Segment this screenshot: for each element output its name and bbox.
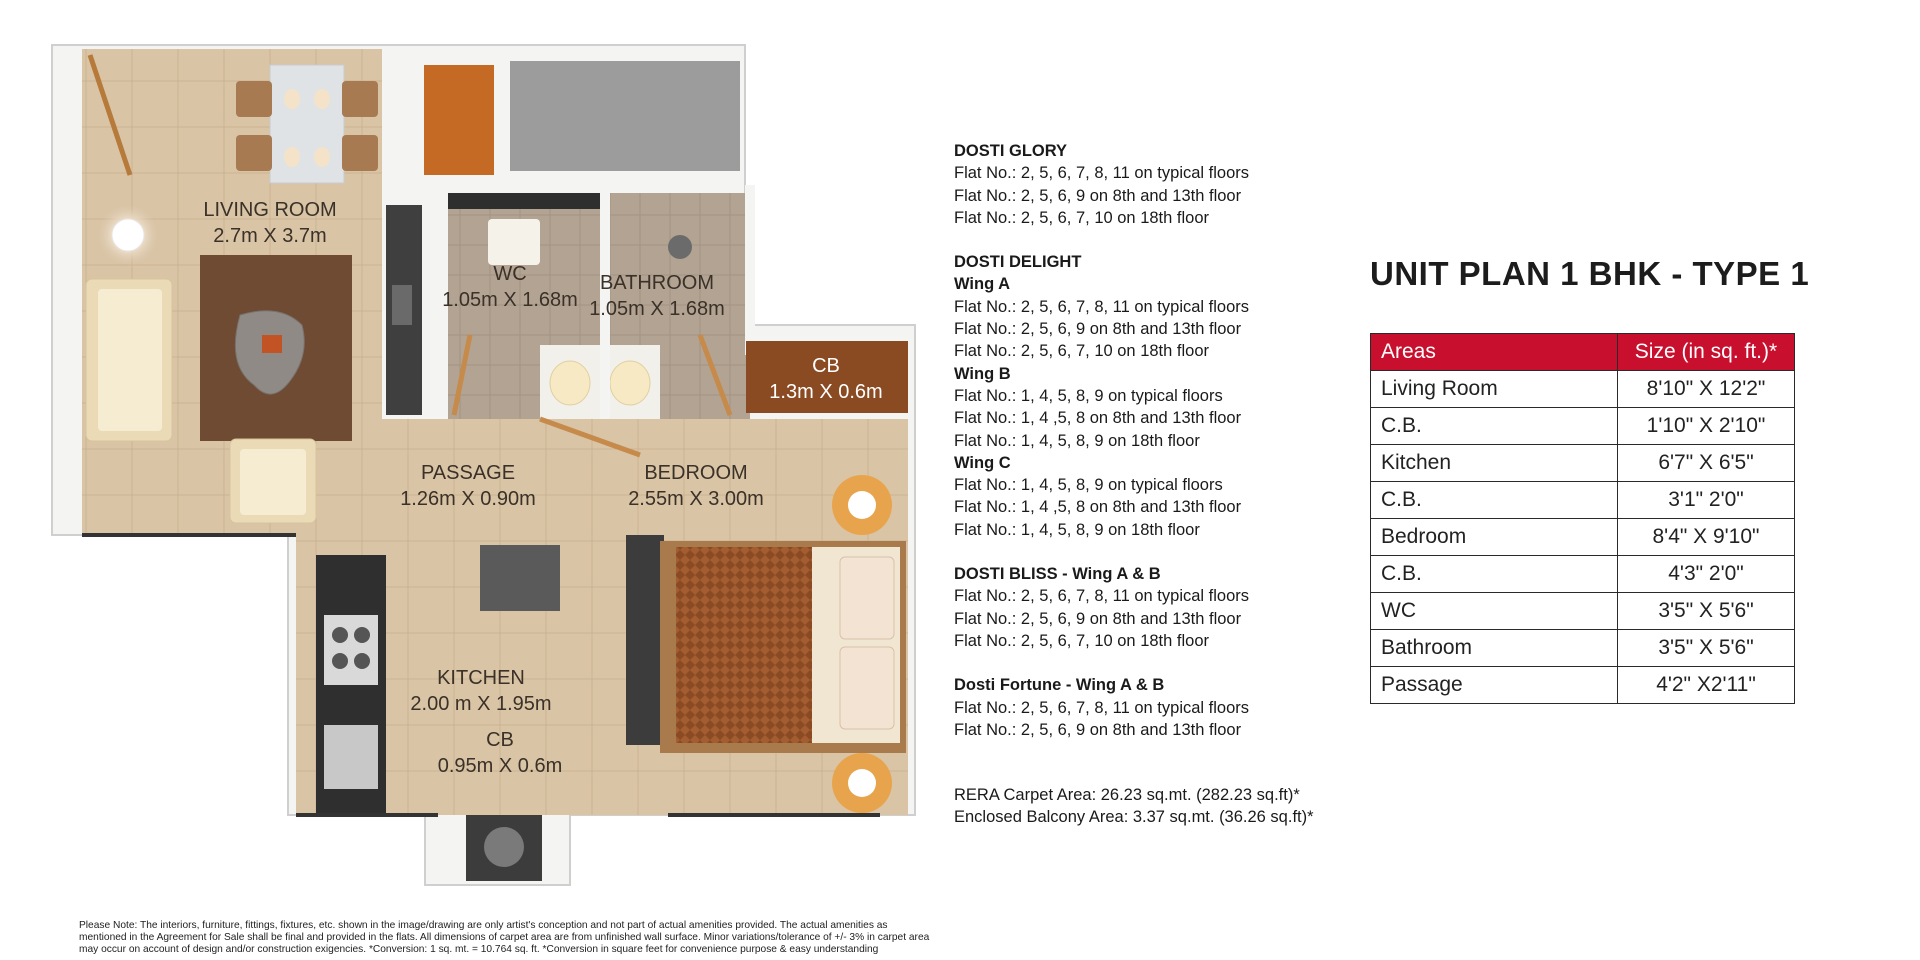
- room-dimension: 0.95m X 0.6m: [437, 755, 563, 777]
- table-row: [1371, 593, 1795, 630]
- flat-line: Flat No.: 2, 5, 6, 7, 10 on 18th floor: [954, 208, 1209, 227]
- room-name: PASSAGE: [420, 462, 516, 484]
- flat-line: Flat No.: 1, 4, 5, 8, 9 on 18th floor: [954, 431, 1200, 450]
- project-title: DOSTI BLISS - Wing A & B: [954, 565, 1161, 584]
- table-row: [1371, 556, 1795, 593]
- area-name: Living Room: [1371, 371, 1618, 408]
- table-row: [1371, 371, 1795, 408]
- area-size: 3'1" 2'0": [1618, 482, 1795, 519]
- flat-line: Flat No.: 2, 5, 6, 7, 8, 11 on typical floors: [954, 297, 1250, 316]
- room-dimension: 1.05m X 1.68m: [589, 298, 725, 320]
- areas-table: [1370, 333, 1795, 704]
- flat-line: Flat No.: 1, 4, 5, 8, 9 on 18th floor: [954, 520, 1200, 539]
- room-cb-bedroom: [769, 353, 882, 405]
- wing-title: Wing A: [954, 275, 1011, 294]
- area-name: Passage: [1371, 667, 1618, 704]
- flat-line: Flat No.: 2, 5, 6, 7, 10 on 18th floor: [954, 631, 1209, 650]
- area-name: C.B.: [1371, 408, 1618, 445]
- flat-line: Flat No.: 2, 5, 6, 9 on 8th and 13th floor: [954, 320, 1242, 339]
- wing-title: Wing C: [954, 453, 1011, 472]
- wing-title: Wing B: [954, 364, 1011, 383]
- room-name: CB: [812, 355, 840, 377]
- flat-line: Flat No.: 2, 5, 6, 7, 8, 11 on typical floors: [954, 698, 1250, 717]
- flat-line: Flat No.: 2, 5, 6, 9 on 8th and 13th floor: [954, 186, 1242, 205]
- room-dimension: 1.05m X 1.68m: [442, 289, 578, 311]
- area-size: 8'10" X 12'2": [1618, 371, 1795, 408]
- table-row: [1371, 667, 1795, 704]
- room-passage: [400, 460, 536, 512]
- table-row: [1371, 519, 1795, 556]
- area-name: Bedroom: [1371, 519, 1618, 556]
- project-dosti-bliss: [954, 563, 1334, 652]
- room-wc: [442, 261, 578, 313]
- room-dimension: 1.3m X 0.6m: [769, 381, 883, 403]
- area-name: C.B.: [1371, 556, 1618, 593]
- area-size: 6'7" X 6'5": [1618, 445, 1795, 482]
- header-size: Size (in sq. ft.)*: [1618, 334, 1795, 371]
- project-title: DOSTI DELIGHT: [954, 253, 1082, 272]
- room-bathroom: [589, 270, 725, 322]
- room-cb-kitchen: [438, 727, 563, 779]
- table-row: [1371, 445, 1795, 482]
- project-dosti-glory: [954, 140, 1334, 229]
- area-size: 1'10" X 2'10": [1618, 408, 1795, 445]
- flat-line: Flat No.: 2, 5, 6, 7, 10 on 18th floor: [954, 342, 1209, 361]
- room-dimension: 2.7m X 3.7m: [213, 225, 327, 247]
- area-name: C.B.: [1371, 482, 1618, 519]
- area-size: 3'5" X 5'6": [1618, 630, 1795, 667]
- disclaimer-note: Please Note: The interiors, furniture, fittings, fixtures, etc. shown in the image/drawing are only artist's conception and not part of actual amenities provided. The actual amenities as mentioned in the Agreement for Sale shall be final and provided in the flats. All dimensions of carpet area are from unfinished wall surface. Minor variations/tolerance of +/- 3% in carpet area may occur on account of design and/or construction exigencies. *Conversion: 1 sq. mt. = 10.764 sq. ft. *Conversion in square feet for convenience purpose & easy understanding: [79, 920, 930, 955]
- area-size: 4'3" 2'0": [1618, 556, 1795, 593]
- area-name: Bathroom: [1371, 630, 1618, 667]
- room-name: WC: [493, 263, 527, 285]
- rera-carpet-area: RERA Carpet Area: 26.23 sq.mt. (282.23 sq.ft)*: [954, 786, 1300, 804]
- room-name: BEDROOM: [644, 462, 748, 484]
- room-name: KITCHEN: [437, 667, 525, 689]
- project-title: Dosti Fortune - Wing A & B: [954, 676, 1165, 695]
- project-dosti-delight: [954, 251, 1334, 541]
- room-bedroom: [628, 460, 764, 512]
- floor-plan: [40, 35, 920, 895]
- room-dimension: 1.26m X 0.90m: [400, 488, 536, 510]
- area-size: 8'4" X 9'10": [1618, 519, 1795, 556]
- enclosed-balcony-area: Enclosed Balcony Area: 3.37 sq.mt. (36.26 sq.ft)*: [954, 808, 1314, 827]
- room-kitchen: [410, 665, 551, 717]
- flat-line: Flat No.: 2, 5, 6, 9 on 8th and 13th floor: [954, 720, 1242, 739]
- area-notes: [954, 784, 1314, 829]
- area-size: 4'2" X2'11": [1618, 667, 1795, 704]
- flat-numbers-list: [954, 140, 1334, 763]
- table-row: [1371, 630, 1795, 667]
- flat-line: Flat No.: 1, 4, 5, 8, 9 on typical floors: [954, 386, 1223, 405]
- flat-line: Flat No.: 1, 4, 5, 8, 9 on typical floors: [954, 476, 1223, 495]
- project-dosti-fortune: [954, 674, 1334, 741]
- flat-line: Flat No.: 2, 5, 6, 7, 8, 11 on typical floors: [954, 587, 1250, 606]
- room-living-room: [203, 197, 336, 249]
- header-areas: Areas: [1371, 334, 1618, 371]
- table-header-row: [1371, 334, 1795, 371]
- area-size: 3'5" X 5'6": [1618, 593, 1795, 630]
- flat-line: Flat No.: 2, 5, 6, 9 on 8th and 13th floor: [954, 609, 1242, 628]
- table-row: [1371, 482, 1795, 519]
- table-row: [1371, 408, 1795, 445]
- unit-plan-title: UNIT PLAN 1 BHK - TYPE 1: [1370, 255, 1810, 292]
- area-name: WC: [1371, 593, 1618, 630]
- room-name: BATHROOM: [599, 272, 715, 294]
- project-title: DOSTI GLORY: [954, 142, 1068, 160]
- flat-line: Flat No.: 1, 4 ,5, 8 on 8th and 13th floor: [954, 409, 1242, 428]
- room-dimension: 2.55m X 3.00m: [628, 488, 764, 510]
- room-dimension: 2.00 m X 1.95m: [410, 693, 552, 715]
- flat-line: Flat No.: 1, 4 ,5, 8 on 8th and 13th floor: [954, 498, 1242, 517]
- area-name: Kitchen: [1371, 445, 1618, 482]
- room-name: LIVING ROOM: [203, 199, 337, 221]
- flat-line: Flat No.: 2, 5, 6, 7, 8, 11 on typical floors: [954, 164, 1250, 183]
- room-name: CB: [486, 729, 514, 751]
